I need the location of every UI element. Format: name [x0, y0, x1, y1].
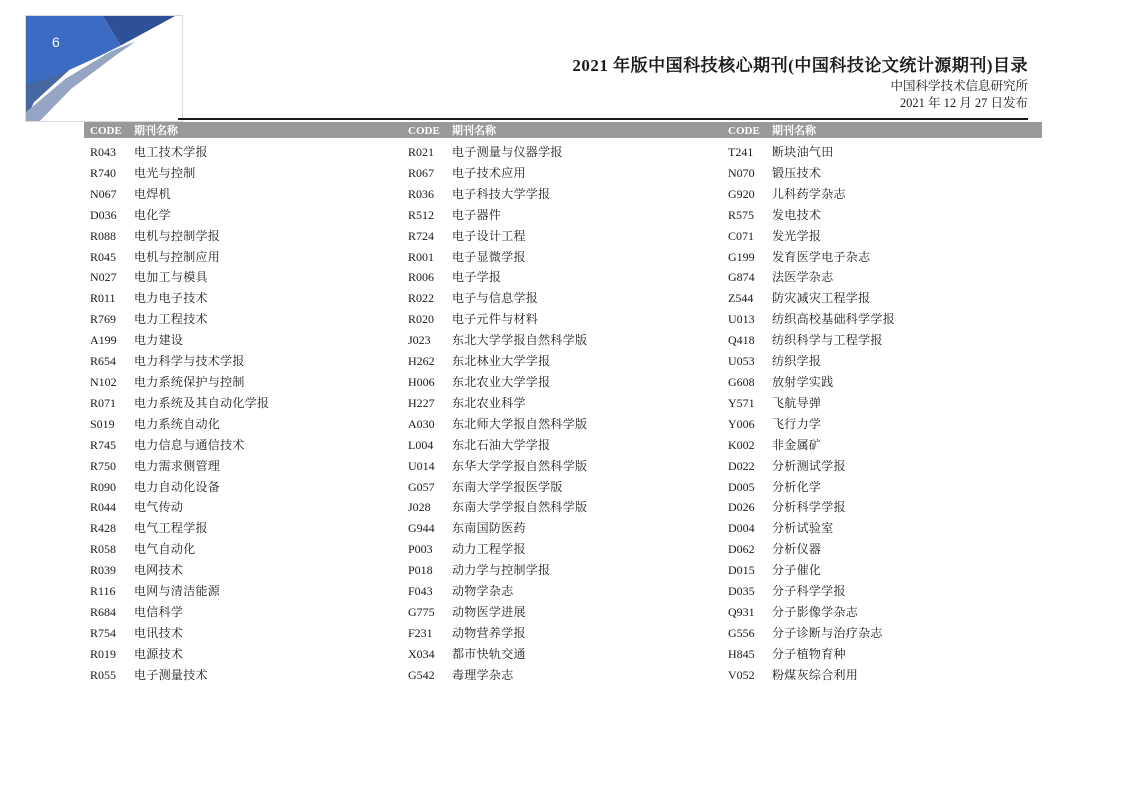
journal-name: 电子元件与材料 — [452, 312, 539, 327]
table-row — [408, 330, 718, 351]
journal-table-column-3 — [728, 142, 1038, 686]
journal-code: F043 — [408, 584, 433, 599]
journal-name: 分析化学 — [772, 479, 822, 494]
journal-name-column-header: 期刊名称 — [452, 125, 496, 137]
journal-code: R090 — [90, 479, 117, 494]
table-header-bar — [84, 122, 1042, 138]
journal-name: 电焊机 — [134, 186, 171, 201]
table-row — [90, 644, 400, 665]
table-row — [408, 560, 718, 581]
table-row — [90, 393, 400, 414]
journal-name: 东北师大学报自然科学版 — [452, 416, 588, 431]
journal-name: 分析科学学报 — [772, 500, 846, 515]
header-divider-rule — [178, 118, 1028, 120]
table-row — [408, 205, 718, 226]
journal-name: 纺织科学与工程学报 — [772, 333, 883, 348]
journal-code: G775 — [408, 604, 435, 619]
table-row — [728, 581, 1038, 602]
journal-name: 电气传动 — [134, 500, 184, 515]
journal-name: 东南大学学报医学版 — [452, 479, 563, 494]
journal-name: 分子科学学报 — [772, 584, 846, 599]
table-row — [408, 456, 718, 477]
table-row — [408, 184, 718, 205]
table-row — [90, 372, 400, 393]
document-header — [300, 54, 1028, 111]
journal-code: R058 — [90, 542, 117, 557]
journal-name: 电子测量技术 — [134, 667, 208, 682]
journal-name: 电力系统自动化 — [134, 416, 221, 431]
table-row — [728, 184, 1038, 205]
journal-name: 电源技术 — [134, 646, 184, 661]
publisher-name: 中国科学技术信息研究所 — [890, 79, 1028, 93]
journal-code: G944 — [408, 521, 435, 536]
journal-name: 飞航导弹 — [772, 395, 822, 410]
table-row — [408, 518, 718, 539]
journal-code: U053 — [728, 354, 755, 369]
table-row — [90, 288, 400, 309]
journal-code: R769 — [90, 312, 117, 327]
journal-code: J028 — [408, 500, 431, 515]
page-corner-graphic — [25, 15, 183, 122]
table-row — [728, 393, 1038, 414]
journal-name: 电力需求侧管理 — [134, 458, 221, 473]
journal-code: G542 — [408, 667, 435, 682]
journal-code: Z544 — [728, 291, 754, 306]
journal-name: 东南大学学报自然科学版 — [452, 500, 588, 515]
table-row — [728, 309, 1038, 330]
table-row — [408, 581, 718, 602]
table-row — [728, 351, 1038, 372]
journal-code: R428 — [90, 521, 117, 536]
table-row — [728, 330, 1038, 351]
journal-name: 电机与控制应用 — [134, 249, 221, 264]
table-row — [728, 267, 1038, 288]
journal-code: X034 — [408, 646, 435, 661]
journal-name: 电子与信息学报 — [452, 291, 539, 306]
table-row — [728, 644, 1038, 665]
table-row — [728, 602, 1038, 623]
journal-name: 电力电子技术 — [134, 291, 208, 306]
table-row — [728, 435, 1038, 456]
journal-code: A030 — [408, 416, 435, 431]
journal-name: 防灾减灾工程学报 — [772, 291, 871, 306]
journal-name: 东北农业大学学报 — [452, 374, 551, 389]
journal-name: 电子显微学报 — [452, 249, 526, 264]
journal-name: 都市快轨交通 — [452, 646, 526, 661]
journal-code: Y571 — [728, 395, 755, 410]
journal-code: G556 — [728, 625, 755, 640]
publish-date: 2021 年 12 月 27 日发布 — [899, 96, 1028, 110]
code-column-header: CODE — [408, 125, 440, 137]
journal-name: 分子植物育种 — [772, 646, 846, 661]
journal-code: D015 — [728, 563, 755, 578]
journal-code: U013 — [728, 312, 755, 327]
journal-code: J023 — [408, 333, 431, 348]
journal-code: R754 — [90, 625, 117, 640]
journal-code: D004 — [728, 521, 755, 536]
journal-code: G608 — [728, 374, 755, 389]
journal-name: 电子测量与仪器学报 — [452, 145, 563, 159]
journal-name: 分子影像学杂志 — [772, 604, 859, 619]
table-row — [90, 456, 400, 477]
table-row — [408, 247, 718, 268]
journal-code: R067 — [408, 165, 435, 180]
table-row — [728, 163, 1038, 184]
table-row — [90, 665, 400, 686]
journal-name: 东北大学学报自然科学版 — [452, 333, 588, 348]
journal-name: 电力系统保护与控制 — [134, 374, 245, 389]
journal-code: D026 — [728, 500, 755, 515]
journal-name: 非金属矿 — [772, 437, 822, 452]
journal-name: 东北林业大学学报 — [452, 354, 551, 369]
table-row — [728, 372, 1038, 393]
journal-code: G874 — [728, 270, 755, 285]
table-row — [408, 372, 718, 393]
journal-code: D036 — [90, 207, 117, 222]
journal-name: 发育医学电子杂志 — [772, 249, 871, 264]
journal-code: N067 — [90, 186, 117, 201]
table-row — [408, 142, 718, 163]
column-header-group-2 — [408, 122, 496, 138]
journal-code: G920 — [728, 186, 755, 201]
journal-name: 电化学 — [134, 207, 171, 222]
journal-code: F231 — [408, 625, 433, 640]
journal-code: R055 — [90, 667, 117, 682]
journal-name: 东南国防医药 — [452, 521, 526, 536]
table-row — [728, 518, 1038, 539]
journal-name: 电网与清洁能源 — [134, 584, 221, 599]
journal-name: 东北农业科学 — [452, 395, 526, 410]
journal-code: R006 — [408, 270, 435, 285]
table-row — [728, 665, 1038, 686]
table-row — [408, 267, 718, 288]
table-row — [90, 435, 400, 456]
journal-name: 粉煤灰综合利用 — [772, 667, 859, 682]
journal-code: R088 — [90, 228, 117, 243]
journal-code: A199 — [90, 333, 117, 348]
table-row — [90, 623, 400, 644]
table-row — [90, 267, 400, 288]
table-row — [90, 581, 400, 602]
journal-name: 断块油气田 — [772, 145, 834, 159]
table-row — [728, 560, 1038, 581]
journal-code: K002 — [728, 437, 755, 452]
table-row — [90, 518, 400, 539]
journal-code: R071 — [90, 395, 117, 410]
journal-name: 发电技术 — [772, 207, 822, 222]
journal-table-column-1 — [90, 142, 400, 686]
journal-name: 电加工与模具 — [134, 270, 208, 285]
table-row — [90, 560, 400, 581]
journal-name: 动物营养学报 — [452, 625, 526, 640]
journal-name: 电子学报 — [452, 270, 502, 285]
journal-code: R022 — [408, 291, 435, 306]
journal-name: 动力学与控制学报 — [452, 563, 551, 578]
table-row — [90, 247, 400, 268]
journal-code: H227 — [408, 395, 435, 410]
journal-code: D005 — [728, 479, 755, 494]
table-row — [90, 477, 400, 498]
journal-name: 分析仪器 — [772, 542, 822, 557]
journal-name-column-header: 期刊名称 — [772, 125, 816, 137]
journal-name: 动物医学进展 — [452, 604, 526, 619]
journal-code: D022 — [728, 458, 755, 473]
journal-name: 电力信息与通信技术 — [134, 437, 245, 452]
journal-code: R001 — [408, 249, 435, 264]
journal-code: N102 — [90, 374, 117, 389]
journal-code: R116 — [90, 584, 116, 599]
journal-name-column-header: 期刊名称 — [134, 125, 178, 137]
journal-name: 电信科学 — [134, 604, 184, 619]
page-title: 2021 年版中国科技核心期刊(中国科技论文统计源期刊)目录 — [572, 56, 1028, 75]
corner-triangles-graphic — [26, 16, 182, 121]
journal-code: R684 — [90, 604, 117, 619]
table-row — [90, 602, 400, 623]
journal-name: 放射学实践 — [772, 374, 834, 389]
journal-code: N070 — [728, 165, 755, 180]
journal-name: 电子技术应用 — [452, 165, 526, 180]
table-row — [728, 497, 1038, 518]
journal-name: 毒理学杂志 — [452, 667, 514, 682]
journal-name: 分析试验室 — [772, 521, 834, 536]
journal-code: D035 — [728, 584, 755, 599]
journal-code: H262 — [408, 354, 435, 369]
table-row — [90, 539, 400, 560]
code-column-header: CODE — [90, 125, 122, 137]
journal-name: 儿科药学杂志 — [772, 186, 846, 201]
journal-code: S019 — [90, 416, 115, 431]
table-row — [90, 184, 400, 205]
table-row — [90, 142, 400, 163]
journal-name: 电力建设 — [134, 333, 184, 348]
journal-code: C071 — [728, 228, 755, 243]
journal-name: 电工技术学报 — [134, 145, 208, 159]
table-row — [90, 497, 400, 518]
journal-name: 动物学杂志 — [452, 584, 514, 599]
table-row — [408, 351, 718, 372]
journal-code: R575 — [728, 207, 755, 222]
journal-code: L004 — [408, 437, 434, 452]
journal-code: R043 — [90, 145, 117, 159]
journal-code: T241 — [728, 145, 754, 159]
journal-name: 电子科技大学学报 — [452, 186, 551, 201]
table-row — [90, 163, 400, 184]
table-row — [728, 539, 1038, 560]
journal-name: 纺织学报 — [772, 354, 822, 369]
journal-code: P018 — [408, 563, 433, 578]
table-row — [408, 309, 718, 330]
table-row — [728, 623, 1038, 644]
table-row — [728, 247, 1038, 268]
journal-code: G057 — [408, 479, 435, 494]
journal-code: G199 — [728, 249, 755, 264]
journal-table-column-2 — [408, 142, 718, 686]
journal-name: 电机与控制学报 — [134, 228, 221, 243]
column-header-group-1 — [90, 122, 178, 138]
journal-code: R020 — [408, 312, 435, 327]
journal-name: 电力科学与技术学报 — [134, 354, 245, 369]
journal-name: 分子诊断与治疗杂志 — [772, 625, 883, 640]
journal-name: 电力自动化设备 — [134, 479, 221, 494]
journal-code: R044 — [90, 500, 117, 515]
journal-code: R750 — [90, 458, 117, 473]
journal-name: 分析测试学报 — [772, 458, 846, 473]
journal-code: Q418 — [728, 333, 755, 348]
journal-code: H006 — [408, 374, 435, 389]
journal-name: 电力工程技术 — [134, 312, 208, 327]
journal-name: 电气工程学报 — [134, 521, 208, 536]
code-column-header: CODE — [728, 125, 760, 137]
table-row — [408, 435, 718, 456]
table-row — [90, 351, 400, 372]
table-row — [408, 623, 718, 644]
journal-code: V052 — [728, 667, 755, 682]
table-row — [728, 456, 1038, 477]
journal-code: U014 — [408, 458, 435, 473]
journal-name: 分子催化 — [772, 563, 822, 578]
journal-name: 电光与控制 — [134, 165, 196, 180]
journal-name: 飞行力学 — [772, 416, 822, 431]
journal-name: 电子器件 — [452, 207, 502, 222]
journal-name: 东北石油大学学报 — [452, 437, 551, 452]
table-row — [728, 288, 1038, 309]
journal-code: R021 — [408, 145, 435, 159]
table-row — [90, 309, 400, 330]
journal-code: R019 — [90, 646, 117, 661]
journal-name: 法医学杂志 — [772, 270, 834, 285]
journal-name: 电气自动化 — [134, 542, 196, 557]
page-number: 6 — [52, 34, 60, 50]
journal-code: P003 — [408, 542, 433, 557]
table-row — [408, 163, 718, 184]
table-row — [408, 497, 718, 518]
table-row — [728, 477, 1038, 498]
journal-name: 东华大学学报自然科学版 — [452, 458, 588, 473]
journal-code: R045 — [90, 249, 117, 264]
journal-code: D062 — [728, 542, 755, 557]
journal-code: R512 — [408, 207, 435, 222]
journal-name: 动力工程学报 — [452, 542, 526, 557]
table-row — [90, 205, 400, 226]
table-row — [408, 226, 718, 247]
table-row — [408, 602, 718, 623]
journal-name: 电讯技术 — [134, 625, 184, 640]
journal-name: 发光学报 — [772, 228, 822, 243]
journal-code: Y006 — [728, 416, 755, 431]
journal-code: R011 — [90, 291, 116, 306]
journal-code: H845 — [728, 646, 755, 661]
column-header-group-3 — [728, 122, 816, 138]
table-row — [408, 393, 718, 414]
table-row — [408, 644, 718, 665]
journal-name: 电网技术 — [134, 563, 184, 578]
table-row — [90, 226, 400, 247]
journal-code: R724 — [408, 228, 435, 243]
table-row — [408, 477, 718, 498]
table-row — [408, 414, 718, 435]
journal-name: 电子设计工程 — [452, 228, 526, 243]
journal-code: R745 — [90, 437, 117, 452]
journal-name: 锻压技术 — [772, 165, 822, 180]
table-row — [728, 205, 1038, 226]
table-row — [728, 414, 1038, 435]
journal-name: 纺织高校基础科学学报 — [772, 312, 896, 327]
journal-code: R039 — [90, 563, 117, 578]
journal-code: R036 — [408, 186, 435, 201]
table-row — [408, 665, 718, 686]
table-row — [728, 142, 1038, 163]
table-row — [728, 226, 1038, 247]
table-row — [408, 288, 718, 309]
table-row — [90, 414, 400, 435]
journal-code: Q931 — [728, 604, 755, 619]
journal-name: 电力系统及其自动化学报 — [134, 395, 270, 410]
journal-code: N027 — [90, 270, 117, 285]
table-row — [408, 539, 718, 560]
journal-code: R654 — [90, 354, 117, 369]
table-row — [90, 330, 400, 351]
journal-code: R740 — [90, 165, 117, 180]
